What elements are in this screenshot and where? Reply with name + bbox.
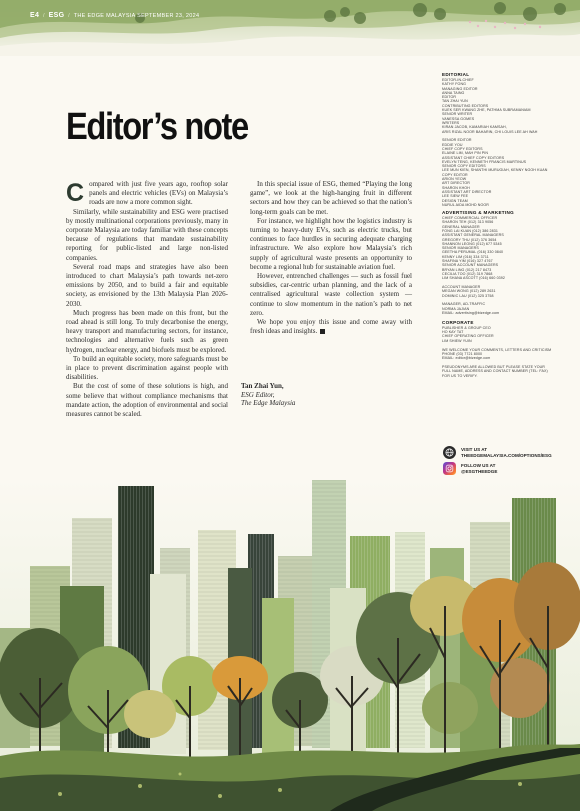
section-name: ESG — [48, 12, 65, 19]
paragraph: In this special issue of ESG, themed “Playing the long game”, we look at the high-hanging fruit in different sectors and how they can be achieved so that the nation’s long-term goals can be met. — [250, 180, 412, 216]
globe-icon — [443, 446, 456, 459]
masthead-line: FULL NAME, ADDRESS AND CONTACT NUMBER (TEL: FAX) — [442, 369, 548, 374]
instagram-link[interactable] — [443, 462, 571, 475]
masthead-line: EVELYN TENG, KENNETH FRANCIS MARTINUS — [442, 159, 527, 164]
editor-role: ESG Editor, — [241, 390, 275, 399]
masthead-line: COPY EDITOR — [442, 172, 468, 177]
page-title: Editor’s note — [66, 106, 248, 148]
masthead-line: SHAFINA YIM (016) 327 4767 — [442, 259, 493, 264]
paragraph: Compared with just five years ago, rooftop solar panels and electric vehicles (EVs) on Malaysia’s roads are now a more common sight. — [66, 179, 228, 207]
masthead-line: ADVERTISING & MARKETING — [442, 210, 514, 216]
masthead-line: ACCOUNT MANAGER — [442, 285, 481, 290]
masthead-line: EMAIL: editor@bizedge.com — [442, 356, 491, 361]
masthead-account — [442, 285, 570, 298]
masthead-line: ASSISTANT ART DIRECTOR — [442, 189, 492, 194]
banner-landscape-illustration — [0, 0, 580, 56]
masthead-line: PUBLISHER & GROUP CEO — [442, 325, 491, 330]
masthead-line: ASSISTANT GENERAL MANAGERS — [442, 233, 504, 238]
masthead-line: SENIOR EDITOR — [442, 138, 472, 143]
masthead-line: NURUL AIDA MOHD NOOR — [442, 202, 489, 207]
masthead-editorial — [442, 72, 570, 134]
masthead-line: MANAGING EDITOR — [442, 86, 478, 91]
masthead-line: WRITERS — [442, 120, 460, 125]
instagram-handle[interactable]: @ESGTHEEDGE — [461, 468, 498, 474]
masthead-line: MANAGER, AD-TRAFFIC — [442, 302, 486, 307]
masthead-corporate — [442, 320, 570, 343]
masthead-advertising — [442, 210, 570, 280]
website-url[interactable]: THEEDGEMALAYSIA.COM/OPTIONS/ESG — [461, 452, 552, 458]
masthead-line: SHARON KHOH — [442, 185, 470, 190]
article-column-1 — [66, 180, 228, 419]
masthead-line: DESIGN TEAM — [442, 198, 468, 203]
masthead-line: CHIEF COPY EDITORS — [442, 146, 483, 151]
masthead-line: EDITORIAL — [442, 72, 470, 77]
masthead-line: LEE MUN KIEN, SHANTHI MURUGIAH, KENNY NGOH KUAN — [442, 168, 548, 173]
page-number: E4 — [30, 12, 40, 19]
masthead-line: SHARON TEH (012) 313 9056 — [442, 220, 494, 225]
city-forest-illustration — [0, 478, 580, 811]
paragraph: Much progress has been made on this front, but the road ahead is still long. To truly decarbonise the energy, heavy transport and manufacturing sectors, for instance, technologies and alternative fuels such as green hydrogen, nuclear energy, and biofuels must be explored. — [66, 308, 228, 354]
masthead-line: GREGORY THU (012) 376 3654 — [442, 237, 497, 242]
website-label: VISIT US AT — [461, 446, 488, 452]
masthead-line: ELAINE LIM, MAH PIN PIN — [442, 151, 489, 156]
masthead-line: LIM SHIEW YUIN — [442, 338, 472, 343]
masthead-line: FONG LAI KUAN (012) 386 2831 — [442, 229, 498, 233]
masthead-line: KATHY FONG — [442, 82, 467, 87]
paragraph: To build an equitable society, more safeguards must be in place to prevent discrimination against people with disabilities. — [66, 354, 228, 382]
masthead-line: MEGAN WONG (012) 289 2631 — [442, 289, 496, 294]
publication-name: THE EDGE MALAYSIA — [73, 13, 136, 19]
masthead-line: CHIEF COMMERCIAL OFFICER — [442, 216, 498, 221]
masthead-line: KIRAN JACOB, KAMARIAH KAMSAH, — [442, 125, 507, 130]
masthead-line: GEETHA PERUMAL (016) 330 0840 — [442, 250, 504, 255]
masthead-line: KENNY LIM (016) 334 3711 — [442, 254, 489, 259]
masthead-line: SENIOR ACCOUNT MANAGERS — [442, 263, 499, 268]
masthead-line: TAN ZHAI YUN — [442, 99, 468, 104]
masthead-line: SHANNON LEONG (012) 677 5345 — [442, 241, 502, 246]
masthead-line: VANESSA GOMES — [442, 116, 475, 121]
masthead-line: EMAIL: advertising@bizedge.com — [442, 311, 500, 316]
masthead-line: LIM SHANA ASCOTT (016) 660 0392 — [442, 276, 505, 281]
masthead-line: EDITOR — [442, 95, 457, 100]
masthead-contact — [442, 348, 570, 361]
masthead-line: CECILIA TOO (012) 319 7868 — [442, 271, 493, 276]
masthead-line: DOMINIC LAU (012) 325 3758 — [442, 293, 494, 298]
masthead-line: CORPORATE — [442, 319, 474, 325]
masthead-tech — [442, 302, 570, 315]
masthead-line: ARION YEOW — [442, 177, 467, 182]
masthead-line: ARIS RIZAL NOOR BAHARIN, CHI LOUIS LEE AH WAH — [442, 129, 538, 134]
masthead-line: GENERAL MANAGER — [442, 224, 480, 229]
masthead-line: CHIEF OPERATING OFFICER — [442, 334, 494, 339]
masthead — [442, 72, 570, 378]
masthead-line: FOR US TO VERIFY. — [442, 373, 478, 378]
issue-date: SEPTEMBER 23, 2024 — [137, 13, 200, 19]
editor-signoff — [241, 382, 295, 408]
masthead-line: SENIOR WRITER — [442, 112, 473, 117]
article-column-2 — [250, 180, 412, 336]
masthead-line: ART DIRECTOR — [442, 181, 470, 186]
page-folio: E4 / ESG / THE EDGE MALAYSIA SEPTEMBER 23, 2024 — [30, 12, 200, 19]
paragraph: We hope you enjoy this issue and come away with fresh ideas and insights. — [250, 318, 412, 336]
paragraph: However, entrenched challenges — such as fossil fuel subsidies, car-centric urban planning, and the lack of a centralised agricultural waste collection system — continue to slow momentum in the nation’s path to net zero. — [250, 272, 412, 317]
drop-cap: C — [66, 179, 85, 207]
masthead-line: WE WELCOME YOUR COMMENTS, LETTERS AND CRITICISM — [442, 347, 552, 352]
editor-name: Tan Zhai Yun, — [241, 382, 284, 390]
masthead-line: LEE SIEW FEE — [442, 194, 469, 199]
masthead-line: KUEK SER KWANG ZHE, PATHMA SUBRAMANIAM — [442, 108, 531, 113]
paragraph: Several road maps and strategies have also been introduced to chart Malaysia’s path towards net-zero emissions by 2050, and to build a fair and equitable society, as envisioned by the 13th Malaysia Plan 2026-2030. — [66, 262, 228, 308]
masthead-line: PSEUDONYMS ARE ALLOWED BUT PLEASE STATE YOUR — [442, 364, 545, 369]
end-mark-icon — [320, 329, 325, 334]
masthead-line: EDITOR-IN-CHIEF — [442, 78, 474, 82]
masthead-line: EDDIE YOU — [442, 142, 463, 147]
instagram-label: FOLLOW US AT — [461, 462, 496, 468]
paragraph: Similarly, while sustainability and ESG were practised by mostly multinational corporations previously, many in corporate Malaysia are today familiar with these concepts because of regulations that mandate sustainability reporting for public-listed and large non-listed companies. — [66, 207, 228, 262]
header-banner — [0, 0, 580, 56]
instagram-icon — [443, 462, 456, 475]
paragraph: For instance, we highlight how the logistics industry is turning to heavy-duty EVs, such as electric trucks, but continues to face hurdles in securing adequate charging infrastructure. We also explore how Malaysia’s rich supply of agricultural waste presents an opportunity to become a regional hub for sustainable aviation fuel. — [250, 216, 412, 271]
masthead-line: ANNA TAING — [442, 90, 465, 95]
masthead-line: SENIOR MANAGERS — [442, 246, 479, 251]
website-link[interactable] — [443, 446, 571, 459]
masthead-line: CONTRIBUTING EDITORS — [442, 103, 489, 108]
masthead-line: ASSISTANT CHIEF COPY EDITORS — [442, 155, 505, 160]
masthead-line: HO KAY TAT — [442, 330, 464, 335]
masthead-production — [442, 138, 570, 207]
masthead-line: SENIOR COPY EDITORS — [442, 164, 486, 169]
paragraph: But the cost of some of these solutions is high, and some believe that without compliance mechanisms that mandate action, the adoption of environmental and social measures cannot be scaled. — [66, 382, 228, 419]
masthead-line: BRYAN LING (012) 217 8473 — [442, 267, 492, 272]
editor-publication: The Edge Malaysia — [241, 399, 296, 408]
masthead-line: NORMA JAJIAN — [442, 306, 470, 311]
masthead-note — [442, 365, 570, 378]
masthead-line: PHONE (03) 7721 8000 — [442, 351, 483, 356]
